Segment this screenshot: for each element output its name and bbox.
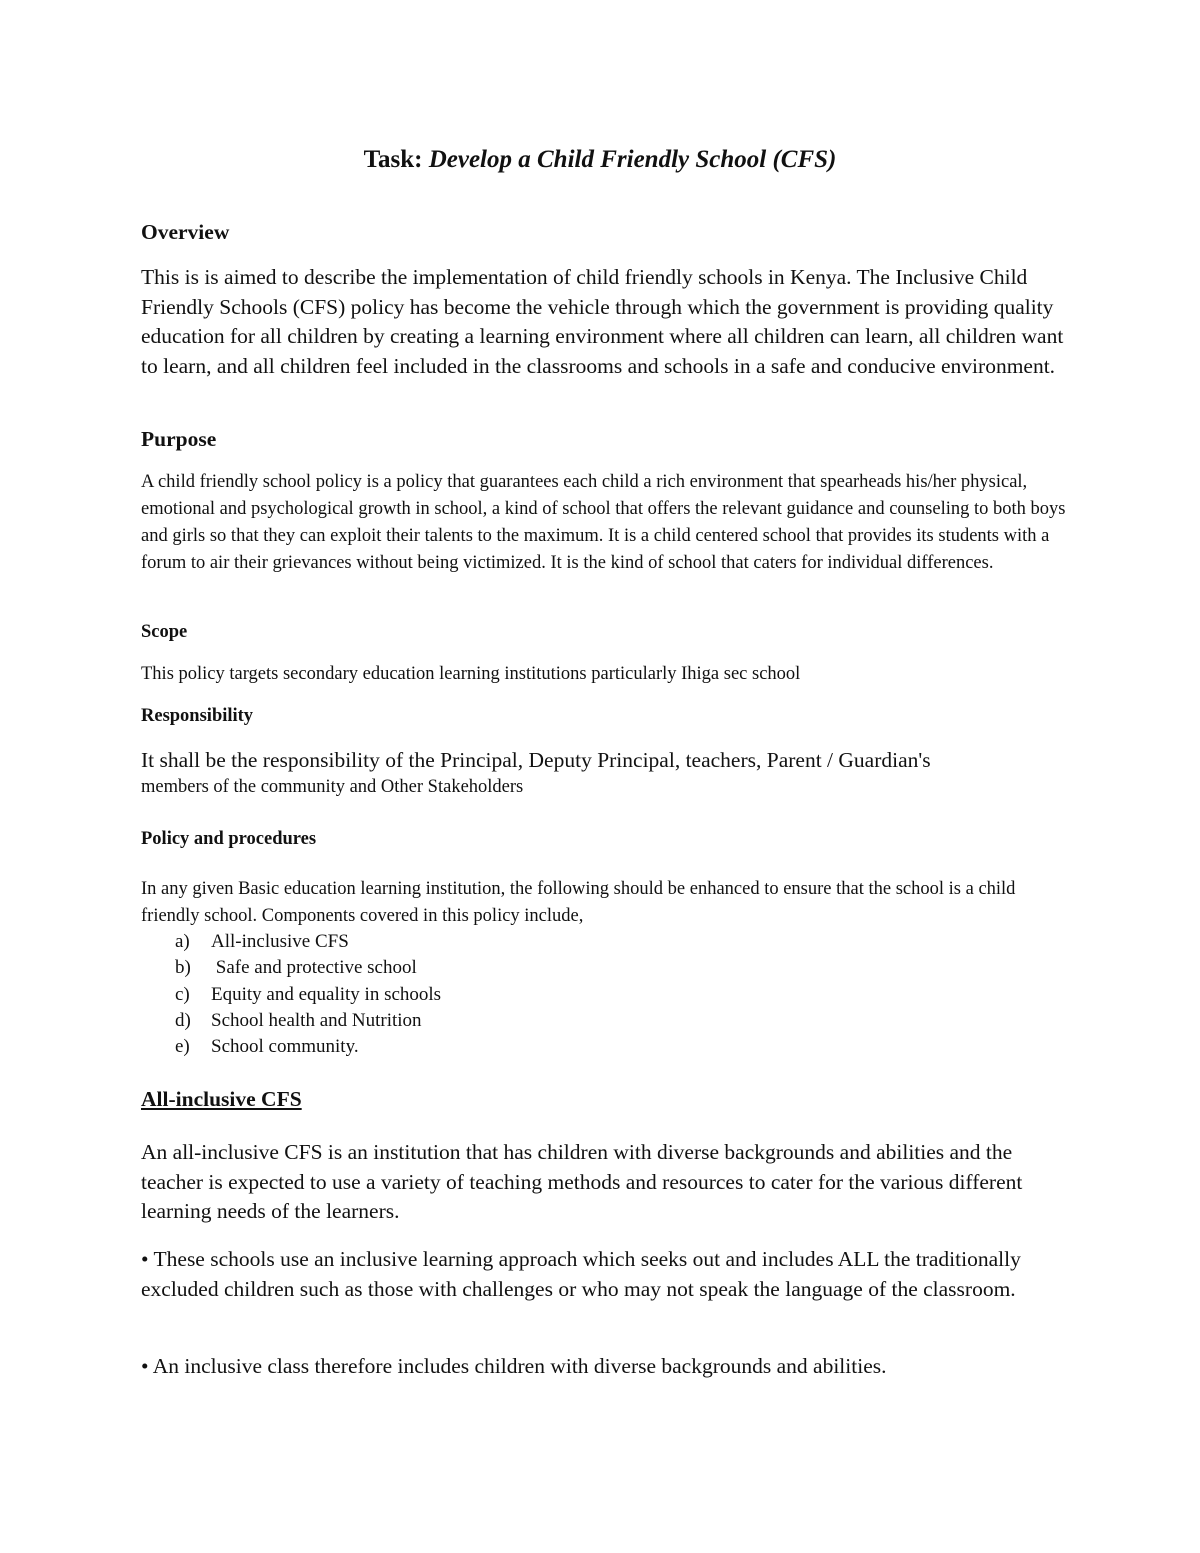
title-italic: Develop a Child Friendly School (CFS) (422, 146, 837, 173)
responsibility-body (141, 746, 1066, 801)
scope-body: This policy targets secondary education learning institutions particularly Ihiga sec school (141, 664, 801, 684)
title-prefix: Task: (363, 146, 423, 173)
overview-body: This is is aimed to describe the implementation of child friendly schools in Kenya. The Inclusive Child Friendly Schools (CFS) policy has become the vehicle through which the government is providing quality education for all children by creating a learning environment where all children can learn, all children want to learn, and all children feel included in the classrooms and schools in a safe and conducive environment. (141, 265, 1064, 378)
list-item: c) Equity and equality in schools (175, 983, 442, 1005)
list-item: b) Safe and protective school (175, 957, 417, 979)
overview-heading: Overview (141, 220, 230, 244)
responsibility-line-1: It shall be the responsibility of the Principal, Deputy Principal, teachers, Parent / Guardian's (141, 748, 931, 772)
scope-heading: Scope (141, 622, 188, 642)
document-title (0, 144, 1200, 176)
purpose-heading: Purpose (141, 427, 217, 451)
purpose-body: A child friendly school policy is a policy that guarantees each child a rich environment that spearheads his/her physical, emotional and psychological growth in school, a kind of school that offers the relevant guidance and counseling to both boys and girls so that they can exploit their talents to the maximum. It is a child centered school that provides its students with a forum to air their grievances without being victimized. It is the kind of school that caters for individual differences. (141, 472, 1066, 573)
policy-intro: In any given Basic education learning institution, the following should be enhanced to ensure that the school is a child friendly school. Components covered in this policy include, (141, 879, 1016, 926)
policy-heading: Policy and procedures (141, 829, 317, 849)
all-inclusive-bullet-1: • These schools use an inclusive learning approach which seeks out and includes ALL the traditionally excluded children such as those with challenges or who may not speak the language of the classroom. (141, 1247, 1021, 1301)
list-item: e) School community. (175, 1036, 359, 1058)
list-item: a) All-inclusive CFS (175, 931, 349, 952)
responsibility-heading: Responsibility (141, 706, 254, 726)
all-inclusive-bullet-2: • An inclusive class therefore includes children with diverse backgrounds and abilities. (141, 1354, 887, 1378)
list-item: d) School health and Nutrition (175, 1009, 422, 1031)
all-inclusive-body: An all-inclusive CFS is an institution that has children with diverse backgrounds and abilities and the teacher is expected to use a variety of teaching methods and resources to cater for the various different learning needs of the learners. (141, 1140, 1023, 1223)
policy-components-list (141, 929, 1066, 1060)
all-inclusive-heading: All-inclusive CFS (141, 1087, 302, 1111)
responsibility-line-2: members of the community and Other Stakeholders (141, 777, 524, 797)
